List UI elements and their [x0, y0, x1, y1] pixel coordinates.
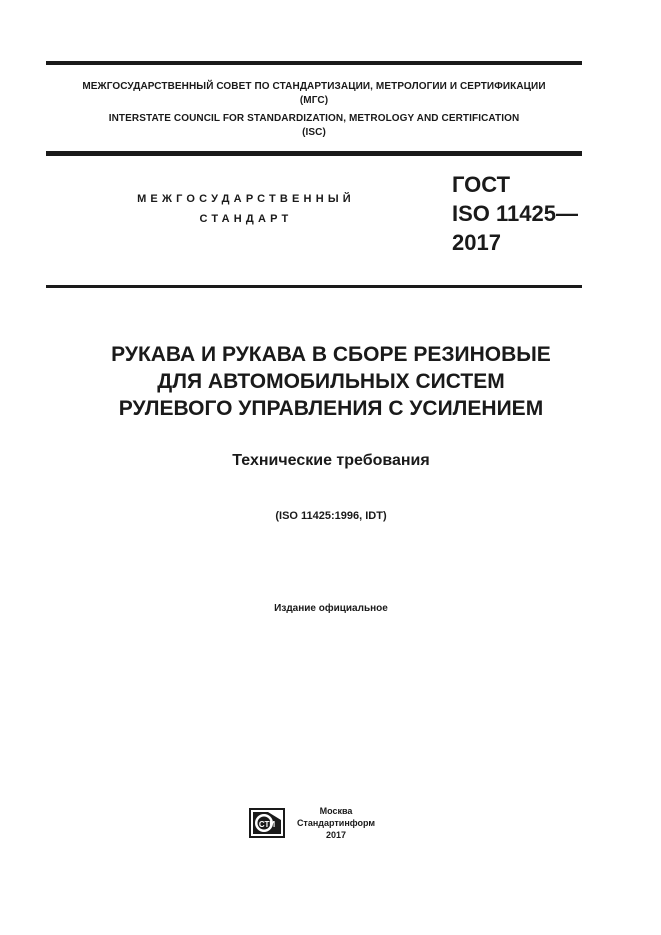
designation-year: 2017 — [452, 230, 501, 255]
top-rule — [46, 61, 582, 65]
council-abbr-ru: (МГС) — [299, 95, 329, 106]
logo-mark: СТИ — [258, 820, 276, 829]
standard-type-line2: СТАНДАРТ — [199, 213, 293, 225]
council-name-en — [46, 112, 582, 140]
edition-note: Издание официальное — [274, 603, 388, 614]
council-name-ru-line: МЕЖГОСУДАРСТВЕННЫЙ СОВЕТ ПО СТАНДАРТИЗАЦИИ, МЕТРОЛОГИИ И СЕРТИФИКАЦИИ — [82, 81, 546, 92]
document-subtitle: Технические требования — [232, 452, 430, 469]
standartinform-logo-icon — [249, 808, 285, 838]
publisher-city: Москва — [319, 806, 353, 816]
council-abbr-en: (ISC) — [302, 127, 326, 138]
standard-type-line1: МЕЖГОСУДАРСТВЕННЫЙ — [137, 193, 355, 205]
designation-gost: ГОСТ — [452, 172, 511, 197]
title-line3: РУЛЕВОГО УПРАВЛЕНИЯ С УСИЛЕНИЕМ — [118, 397, 544, 420]
publisher-name: Стандартинформ — [296, 818, 376, 828]
council-name-ru — [46, 80, 582, 108]
title-line2: ДЛЯ АВТОМОБИЛЬНЫХ СИСТЕМ — [157, 370, 505, 393]
title-line1: РУКАВА И РУКАВА В СБОРЕ РЕЗИНОВЫЕ — [111, 343, 551, 366]
lower-rule — [46, 285, 582, 288]
iso-reference: (ISO 11425:1996, IDT) — [275, 510, 387, 522]
publisher-year: 2017 — [325, 830, 347, 840]
publisher-block — [296, 805, 376, 841]
middle-rule — [46, 151, 582, 156]
council-name-en-line: INTERSTATE COUNCIL FOR STANDARDIZATION, METROLOGY AND CERTIFICATION — [108, 113, 520, 124]
designation-iso-number: ISO 11425— — [452, 201, 578, 226]
document-title — [46, 341, 616, 422]
standard-designation — [452, 170, 578, 257]
